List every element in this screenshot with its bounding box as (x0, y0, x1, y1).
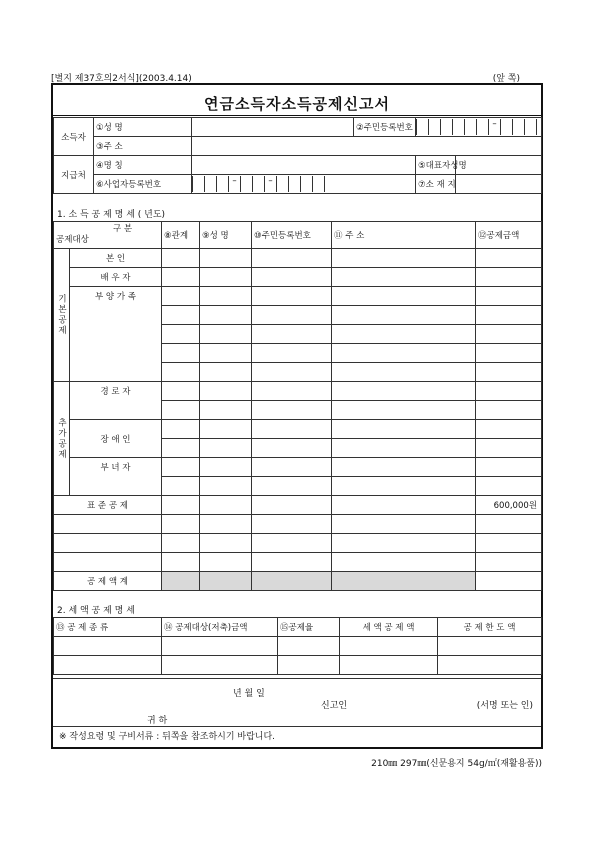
payer-location-label: ⑦소 재 지 (416, 175, 456, 194)
reporter-label: 신고인 (321, 701, 348, 711)
cell[interactable] (162, 637, 278, 656)
cell (200, 496, 252, 515)
cell[interactable] (200, 382, 252, 401)
cell[interactable] (332, 553, 476, 572)
form-title: 연금소득자소득공제신고서 (204, 95, 390, 113)
cell[interactable] (200, 439, 252, 458)
filer-address-label: ③주 소 (94, 137, 192, 156)
cell[interactable] (200, 249, 252, 268)
deduction-table (53, 221, 542, 591)
cell[interactable] (332, 420, 476, 439)
cell[interactable] (162, 344, 200, 363)
cell[interactable] (162, 656, 278, 675)
cell[interactable] (200, 401, 252, 420)
cell[interactable] (54, 656, 162, 675)
amount-header: ⑫공제금액 (476, 222, 542, 249)
cell[interactable] (162, 420, 200, 439)
cell[interactable] (200, 534, 252, 553)
cell[interactable] (332, 268, 476, 287)
payer-rep-field[interactable] (456, 156, 542, 175)
cell[interactable] (476, 534, 542, 553)
cell[interactable] (332, 325, 476, 344)
cell (332, 572, 476, 591)
cell[interactable] (252, 553, 332, 572)
payer-biz-label: ⑥사업자등록번호 (94, 175, 192, 194)
cell[interactable] (476, 306, 542, 325)
filer-group-label: 소득자 (54, 118, 94, 156)
cell[interactable] (200, 458, 252, 477)
cell[interactable] (252, 382, 332, 401)
cell[interactable] (252, 401, 332, 420)
tax-credit-table (53, 617, 542, 675)
section1-title: 1. 소 득 공 제 명 세 ( 년도) (57, 210, 166, 220)
cell[interactable] (162, 363, 200, 382)
payer-rep-label: ⑤대표자성명 (416, 156, 456, 175)
tax-header: 세 액 공 제 액 (340, 618, 438, 637)
standard-deduction-amount: 600,000원 (476, 496, 542, 515)
extra-group-label: 추가공제 (54, 382, 70, 496)
rate-header: ⑮공제율 (278, 618, 340, 637)
filer-rrn-field[interactable]: – (416, 118, 542, 137)
row-elderly-label: 경 로 자 (70, 382, 162, 420)
cell[interactable] (162, 553, 200, 572)
form-reference: [별지 제37호의2서식](2003.4.14) (51, 74, 192, 84)
cell[interactable] (162, 382, 200, 401)
row-dependents-label: 부 양 가 족 (70, 287, 162, 382)
cell[interactable] (200, 553, 252, 572)
name-header: ⑨성 명 (200, 222, 252, 249)
cell[interactable] (162, 287, 200, 306)
cell[interactable] (252, 325, 332, 344)
cell[interactable] (332, 249, 476, 268)
cell[interactable] (340, 637, 438, 656)
cell[interactable] (476, 553, 542, 572)
cell[interactable] (252, 306, 332, 325)
cell (162, 496, 200, 515)
cell[interactable] (476, 458, 542, 477)
date-line: 년 월 일 (233, 689, 265, 699)
cell[interactable] (252, 363, 332, 382)
relation-header: ⑧관계 (162, 222, 200, 249)
cell[interactable] (332, 534, 476, 553)
cell[interactable] (438, 637, 542, 656)
payer-name-label: ④명 칭 (94, 156, 192, 175)
payer-name-field[interactable] (192, 156, 416, 175)
cell[interactable] (252, 268, 332, 287)
cell[interactable] (332, 439, 476, 458)
cell[interactable] (476, 249, 542, 268)
cell[interactable] (332, 515, 476, 534)
rrn-header: ⑩주민등록번호 (252, 222, 332, 249)
filer-rrn-label: ②주민등록번호 (354, 118, 416, 137)
cell[interactable] (332, 458, 476, 477)
cell[interactable] (476, 439, 542, 458)
filer-name-field[interactable] (192, 118, 354, 137)
standard-deduction-label: 표 준 공 제 (54, 496, 162, 515)
kind-header: ⑬ 공 제 종 류 (54, 618, 162, 637)
cell[interactable] (200, 344, 252, 363)
cell[interactable] (252, 515, 332, 534)
row-disabled-label: 장 애 인 (70, 420, 162, 458)
cell[interactable] (252, 249, 332, 268)
cell[interactable] (252, 477, 332, 496)
cell[interactable] (476, 382, 542, 401)
cell[interactable] (252, 287, 332, 306)
cell (252, 496, 332, 515)
cell[interactable] (162, 439, 200, 458)
row-self-label: 본 인 (70, 249, 162, 268)
cell[interactable] (54, 637, 162, 656)
cell[interactable] (476, 515, 542, 534)
cell[interactable] (252, 420, 332, 439)
cell[interactable] (332, 344, 476, 363)
cell[interactable] (200, 268, 252, 287)
cell[interactable] (54, 515, 162, 534)
cell[interactable] (340, 656, 438, 675)
address-header: ⑪ 주 소 (332, 222, 476, 249)
cell (252, 572, 332, 591)
cell[interactable] (162, 249, 200, 268)
cell[interactable] (54, 534, 162, 553)
cell[interactable] (200, 306, 252, 325)
cell[interactable] (476, 477, 542, 496)
total-deduction-amount[interactable] (476, 572, 542, 591)
cell[interactable] (252, 534, 332, 553)
total-deduction-label: 공 제 액 계 (54, 572, 162, 591)
cell[interactable] (162, 268, 200, 287)
cell[interactable] (332, 306, 476, 325)
cell[interactable] (200, 363, 252, 382)
division-header: 구 분 공제대상 (54, 222, 162, 249)
filer-payer-table (53, 117, 542, 194)
cell[interactable] (252, 344, 332, 363)
cell (200, 572, 252, 591)
cell[interactable] (332, 401, 476, 420)
cell (162, 572, 200, 591)
cell[interactable] (162, 401, 200, 420)
payer-biz-field[interactable]: – – (192, 175, 416, 194)
section2-title: 2. 세 액 공 제 명 세 (57, 606, 135, 616)
row-spouse-label: 배 우 자 (70, 268, 162, 287)
addressee: 귀 하 (147, 716, 168, 726)
cell[interactable] (438, 656, 542, 675)
basic-group-label: 기본공제 (54, 249, 70, 382)
cell[interactable] (278, 637, 340, 656)
sign-note: (서명 또는 인) (476, 701, 533, 711)
form-frame (51, 83, 543, 749)
cell[interactable] (252, 439, 332, 458)
target-header: ⑭ 공제대상(저축)금액 (162, 618, 278, 637)
cell[interactable] (200, 515, 252, 534)
cell[interactable] (476, 401, 542, 420)
row-women-label: 부 녀 자 (70, 458, 162, 496)
cell[interactable] (200, 287, 252, 306)
cell[interactable] (476, 268, 542, 287)
cell[interactable] (162, 458, 200, 477)
cell[interactable] (332, 477, 476, 496)
instruction-note: ※ 작성요령 및 구비서류 : 뒤쪽을 참조하시기 바랍니다. (53, 726, 541, 747)
title-divider (53, 115, 541, 116)
cell[interactable] (162, 306, 200, 325)
cell[interactable] (476, 287, 542, 306)
filer-name-label: ①성 명 (94, 118, 192, 137)
signature-block (53, 678, 541, 727)
cell[interactable] (200, 325, 252, 344)
filer-address-field[interactable] (192, 137, 542, 156)
cell[interactable] (54, 553, 162, 572)
cell[interactable] (200, 420, 252, 439)
cell[interactable] (162, 515, 200, 534)
cell[interactable] (162, 534, 200, 553)
cell[interactable] (476, 344, 542, 363)
cell[interactable] (476, 420, 542, 439)
paper-spec: 210㎜ 297㎜(신문용지 54g/㎡(재활용품)) (371, 759, 542, 769)
cell[interactable] (476, 363, 542, 382)
cell[interactable] (476, 325, 542, 344)
cell (332, 496, 476, 515)
limit-header: 공 제 한 도 액 (438, 618, 542, 637)
cell[interactable] (332, 287, 476, 306)
cell[interactable] (332, 363, 476, 382)
cell[interactable] (162, 325, 200, 344)
cell[interactable] (278, 656, 340, 675)
cell[interactable] (200, 477, 252, 496)
cell[interactable] (162, 477, 200, 496)
cell[interactable] (332, 382, 476, 401)
cell[interactable] (252, 458, 332, 477)
payer-group-label: 지급처 (54, 156, 94, 194)
page-side: (앞 쪽) (492, 74, 520, 84)
payer-location-field[interactable] (456, 175, 542, 194)
